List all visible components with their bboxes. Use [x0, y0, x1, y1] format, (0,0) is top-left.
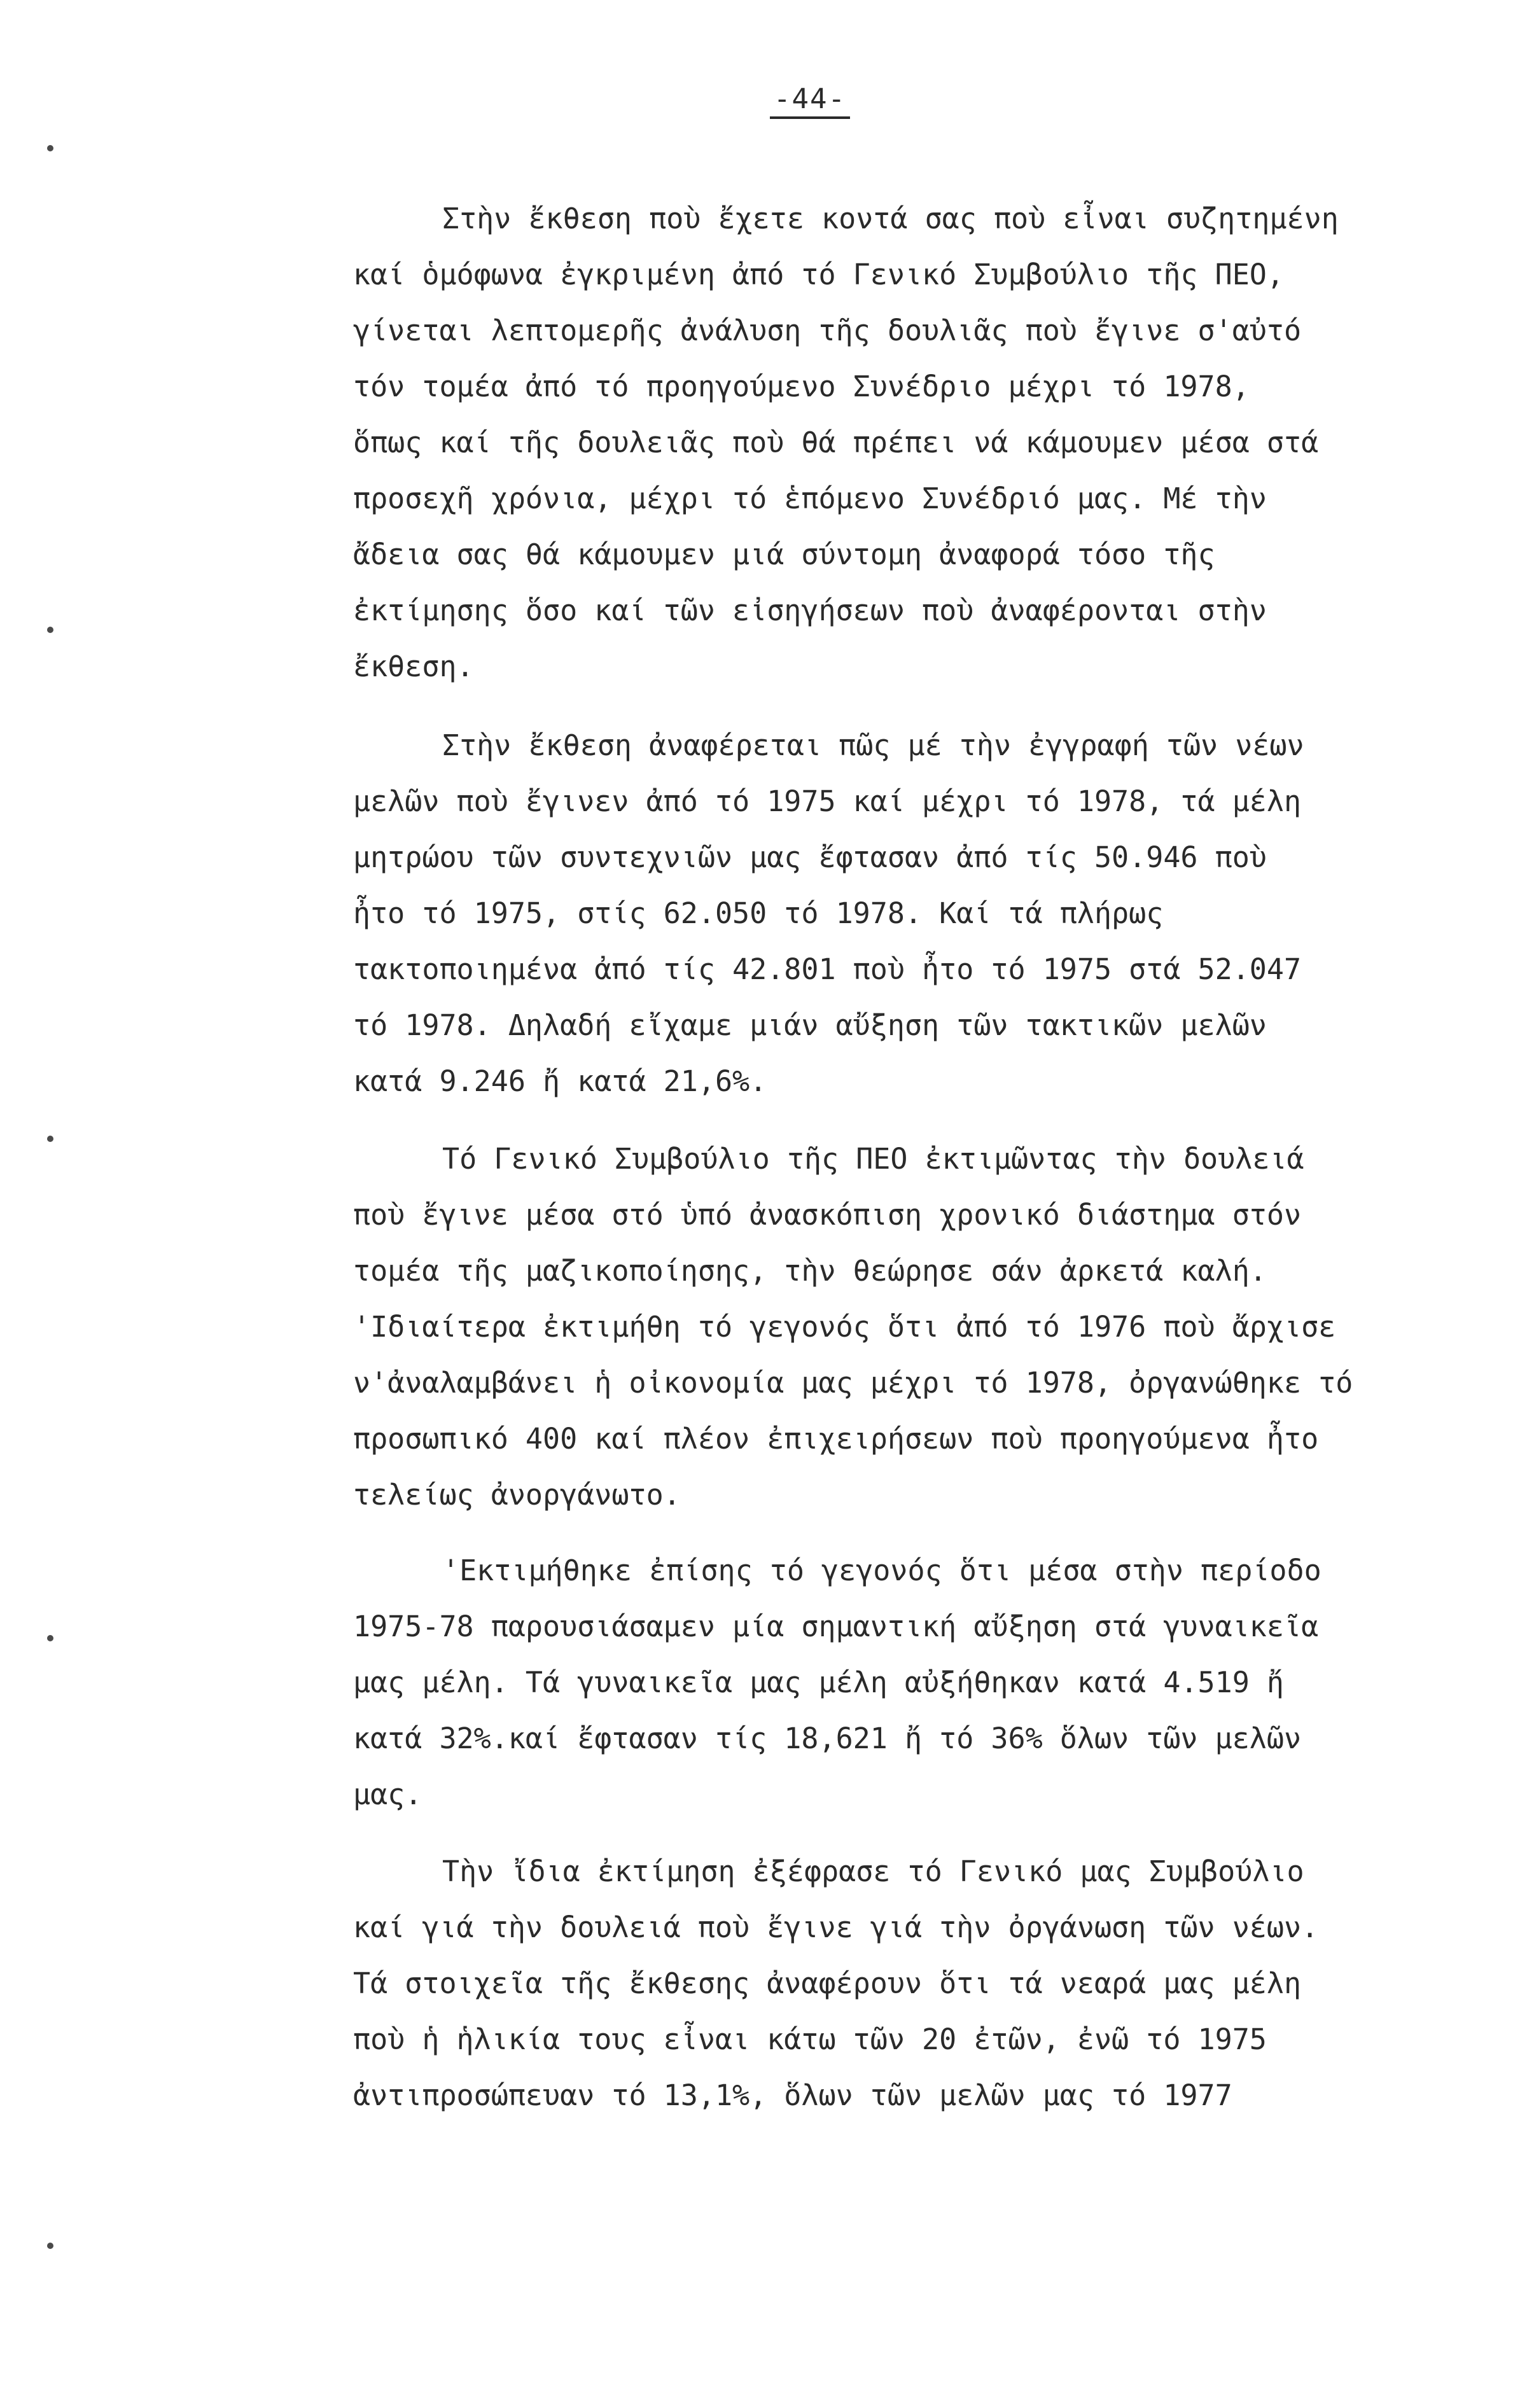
text-line: μητρώου τῶν συντεχνιῶν μας ἔφτασαν ἀπό τίς 50.946 ποὺ — [353, 840, 1267, 874]
text-line: ποὺ ἡ ἡλικία τους εἶναι κάτω τῶν 20 ἐτῶν, ἐνῶ τό 1975 — [353, 2022, 1267, 2056]
text-line: καί γιά τὴν δουλειά ποὺ ἔγινε γιά τὴν ὀργάνωση τῶν νέων. — [353, 1910, 1319, 1944]
text-line: γίνεται λεπτομερῆς ἀνάλυση τῆς δουλιᾶς ποὺ ἔγινε σ'αὐτό — [353, 314, 1302, 347]
margin-mark — [47, 1136, 53, 1142]
text-line: μας. — [353, 1778, 422, 1811]
text-line: Τά στοιχεῖα τῆς ἔκθεσης ἀναφέρουν ὅτι τά νεαρά μας μέλη — [353, 1966, 1302, 2000]
text-line: 1975-78 παρουσιάσαμεν μία σημαντική αὔξηση στά γυναικεῖα — [353, 1610, 1319, 1643]
paragraph-2 — [353, 718, 1473, 1110]
text-line: ἦτο τό 1975, στίς 62.050 τό 1978. Καί τά πλήρως — [353, 896, 1164, 930]
text-line: τελείως ἀνοργάνωτο. — [353, 1478, 681, 1512]
text-line: 'Ιδιαίτερα ἐκτιμήθη τό γεγονός ὅτι ἀπό τό 1976 ποὺ ἄρχισε — [353, 1310, 1336, 1344]
text-line: ἄδεια σας θά κάμουμεν μιά σύντομη ἀναφορά τόσο τῆς — [353, 538, 1215, 571]
text-line: προσωπικό 400 καί πλέον ἐπιχειρήσεων ποὺ προηγούμενα ἦτο — [353, 1422, 1319, 1456]
paragraph-5 — [353, 1844, 1473, 2124]
text-line: ν'ἀναλαμβάνει ἡ οἰκονομία μας μέχρι τό 1978, ὀργανώθηκε τό — [353, 1366, 1353, 1400]
text-line: ἔκθεση. — [353, 650, 474, 683]
text-line: Στὴν ἔκθεση ποὺ ἔχετε κοντά σας ποὺ εἶναι συζητημένη — [442, 202, 1339, 235]
text-line: ἀντιπροσώπευαν τό 13,1%, ὅλων τῶν μελῶν μας τό 1977 — [353, 2078, 1232, 2112]
paragraph-3 — [353, 1131, 1473, 1523]
text-line: 'Εκτιμήθηκε ἐπίσης τό γεγονός ὅτι μέσα στὴν περίοδο — [442, 1554, 1321, 1587]
text-line: τόν τομέα ἀπό τό προηγούμενο Συνέδριο μέχρι τό 1978, — [353, 370, 1250, 403]
margin-mark — [47, 2243, 53, 2249]
text-line: τό 1978. Δηλαδή εἴχαμε μιάν αὔξηση τῶν τακτικῶν μελῶν — [353, 1008, 1267, 1042]
margin-mark — [47, 1635, 53, 1641]
text-line: τομέα τῆς μαζικοποίησης, τὴν θεώρησε σάν ἀρκετά καλή. — [353, 1254, 1267, 1288]
text-line: προσεχῆ χρόνια, μέχρι τό ἑπόμενο Συνέδριό μας. Μέ τὴν — [353, 482, 1267, 515]
margin-mark — [47, 145, 53, 151]
text-line: μας μέλη. Τά γυναικεῖα μας μέλη αὐξήθηκαν κατά 4.519 ἤ — [353, 1666, 1284, 1699]
margin-mark — [47, 627, 53, 633]
text-line: κατά 32%.καί ἔφτασαν τίς 18,621 ἤ τό 36% ὅλων τῶν μελῶν — [353, 1722, 1302, 1755]
text-line: τακτοποιημένα ἀπό τίς 42.801 ποὺ ἦτο τό 1975 στά 52.047 — [353, 952, 1302, 986]
text-line: Στὴν ἔκθεση ἀναφέρεται πῶς μέ τὴν ἐγγραφή τῶν νέων — [442, 728, 1304, 762]
page-number: -44- — [770, 83, 850, 119]
text-line: μελῶν ποὺ ἔγινεν ἀπό τό 1975 καί μέχρι τό 1978, τά μέλη — [353, 784, 1302, 818]
text-line: καί ὁμόφωνα ἐγκριμένη ἀπό τό Γενικό Συμβούλιο τῆς ΠΕΟ, — [353, 258, 1284, 291]
text-line: κατά 9.246 ἤ κατά 21,6%. — [353, 1064, 767, 1098]
text-line: ἐκτίμησης ὅσο καί τῶν εἰσηγήσεων ποὺ ἀναφέρονται στὴν — [353, 594, 1267, 627]
text-line: Τὴν ἴδια ἐκτίμηση ἐξέφρασε τό Γενικό μας Συμβούλιο — [442, 1855, 1304, 1888]
text-line: ποὺ ἔγινε μέσα στό ὑπό ἀνασκόπιση χρονικό διάστημα στόν — [353, 1198, 1302, 1232]
paragraph-1 — [353, 191, 1473, 695]
paragraph-4 — [353, 1543, 1473, 1823]
text-line: Τό Γενικό Συμβούλιο τῆς ΠΕΟ ἐκτιμῶντας τὴν δουλειά — [442, 1142, 1304, 1176]
text-line: ὅπως καί τῆς δουλειᾶς ποὺ θά πρέπει νά κάμουμεν μέσα στά — [353, 426, 1319, 459]
